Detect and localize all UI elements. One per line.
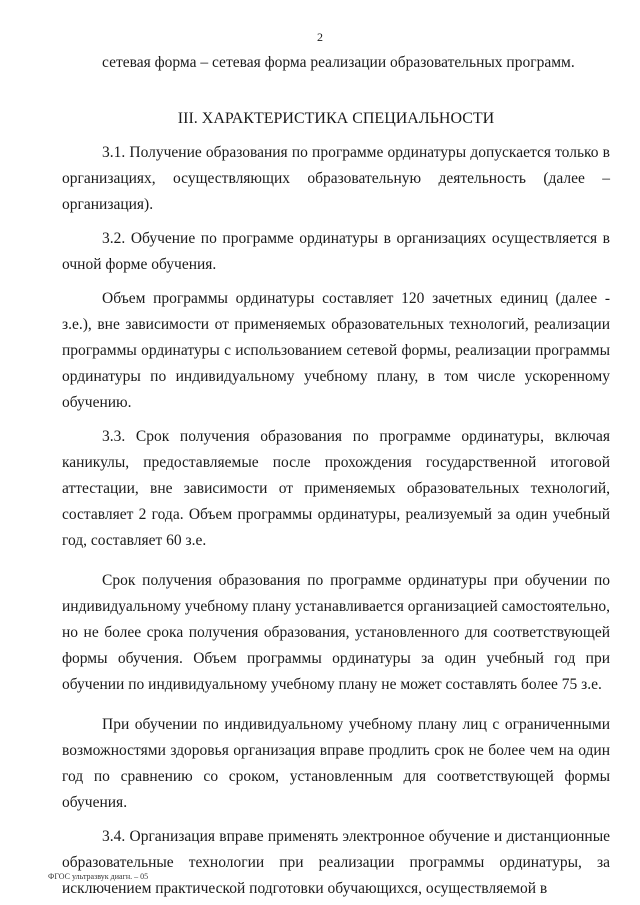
paragraph-volume: Объем программы ординатуры составляет 120 зачетных единиц (далее - з.е.), вне зависимости от применяемых образовательных технологий, реализации программы ординатуры с использованием сетевой формы, реализации программы ординатуры по индивидуальному учебному плану, в том числе ускоренному обучению. (62, 290, 610, 411)
paragraph-3-2: 3.2. Обучение по программе ординатуры в организациях осуществляется в очной форме обучения. (62, 230, 610, 273)
paragraph-individual-plan: Срок получения образования по программе ординатуры при обучении по индивидуальному учебному плану устанавливается организацией самостоятельно, но не более срока получения образования, установленного для соответствующей формы обучения. Объем программы ординатуры за один учебный год при обучении по индивидуальному учебному плану не может составлять более 75 з.е. (62, 572, 610, 693)
document-body (62, 50, 610, 902)
paragraph-3-3: 3.3. Срок получения образования по программе ординатуры, включая каникулы, предоставляемые после прохождения государственной итоговой аттестации, вне зависимости от применяемых образовательных технологий, составляет 2 года. Объем программы ординатуры, реализуемый за один учебный год, составляет 60 з.е. (62, 428, 610, 549)
paragraph-3-1: 3.1. Получение образования по программе ординатуры допускается только в организациях, осуществляющих образовательную деятельность (далее – организация). (62, 144, 610, 213)
paragraph-3-4: 3.4. Организация вправе применять электронное обучение и дистанционные образовательные технологии при реализации программы ординатуры, за исключением практической подготовки обучающихся, осуществляемой в (62, 828, 610, 897)
footer-note: ФГОС ультразвук диагн. – 05 (48, 872, 149, 881)
section-heading: III. ХАРАКТЕРИСТИКА СПЕЦИАЛЬНОСТИ (177, 110, 495, 127)
page-number: 2 (317, 30, 323, 44)
top-line: сетевая форма – сетевая форма реализации образовательных программ. (102, 54, 575, 71)
paragraph-disabilities: При обучении по индивидуальному учебному плану лиц с ограниченными возможностями здоровья организация вправе продлить срок не более чем на один год по сравнению со сроком, установленным для соответствующей формы обучения. (62, 716, 610, 811)
